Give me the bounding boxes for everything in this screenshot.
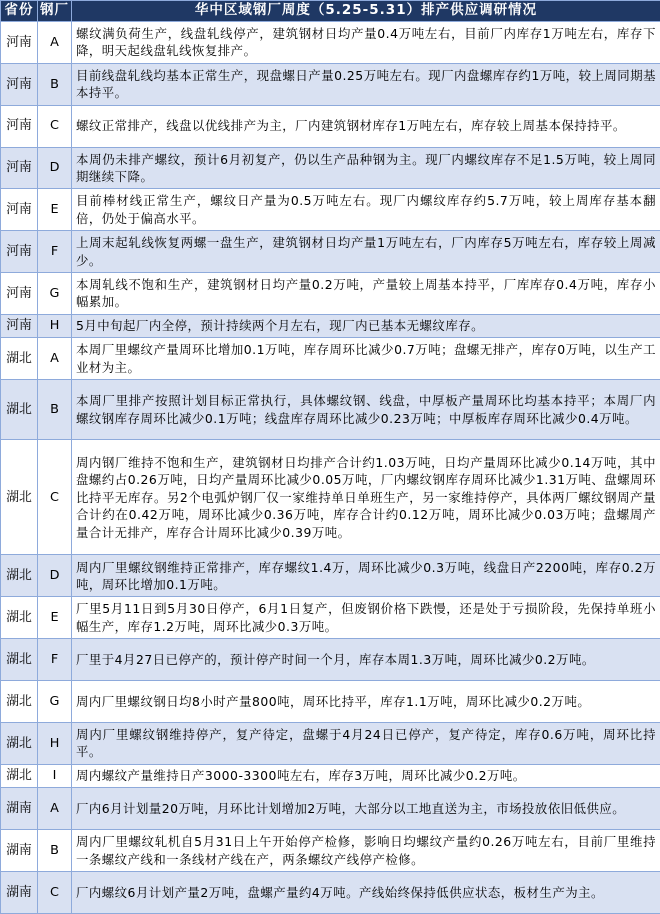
table-row <box>1 105 660 147</box>
table-row <box>1 22 660 64</box>
mill-cell: G <box>38 273 72 315</box>
province-cell: 河南 <box>1 22 38 64</box>
province-cell: 湖北 <box>1 764 38 788</box>
mill-cell: C <box>38 440 72 555</box>
mill-cell: C <box>38 871 72 913</box>
description-cell: 目前线盘轧线均基本正常生产，现盘螺日产量0.25万吨左右。现厂内盘螺库存约1万吨，较上周同期基本持平。 <box>72 63 660 105</box>
description-cell: 周内钢厂维持不饱和生产，建筑钢材日均排产合计约1.03万吨，日均产量周环比减少0.14万吨，其中盘螺约占0.26万吨，日均产量周环比减少0.05万吨，厂内螺纹钢库存周环比减少1.31万吨、盘螺周环比持平无库存。另2个电弧炉钢厂仅一家维持单日单班生产，另一家维持停产，具体两厂螺纹钢周产量合计约在0.42万吨，周环比减少0.36万吨，库存合计约0.12万吨，周环比减少0.03万吨；盘螺周产量合计无排产，库存合计周环比减少0.39万吨。 <box>72 440 660 555</box>
table-row <box>1 871 660 913</box>
description-cell: 厂里5月11日到5月30日停产，6月1日复产，但废钢价格下跌慢，还是处于亏损阶段，先保持单班小幅生产，库存1.2万吨，周环比减少0.3万吨。 <box>72 597 660 639</box>
table-row <box>1 722 660 764</box>
province-cell: 湖北 <box>1 338 38 380</box>
province-cell: 湖北 <box>1 380 38 440</box>
description-cell: 本周厂里排产按照计划目标正常执行，具体螺纹钢、线盘，中厚板产量周环比均基本持平；本周厂内螺纹钢库存周环比减少0.1万吨；线盘库存周环比减少0.23万吨；中厚板库存周环比减少0.4万吨。 <box>72 380 660 440</box>
mill-cell: D <box>38 555 72 597</box>
province-cell: 湖南 <box>1 871 38 913</box>
table-row <box>1 338 660 380</box>
province-cell: 湖北 <box>1 722 38 764</box>
mill-cell: B <box>38 63 72 105</box>
table-row <box>1 830 660 872</box>
table-row <box>1 63 660 105</box>
table-body <box>1 22 660 914</box>
province-cell: 湖北 <box>1 597 38 639</box>
table-row <box>1 147 660 189</box>
description-cell: 周内螺纹产量维持日产3000-3300吨左右，库存3万吨，周环比减少0.2万吨。 <box>72 764 660 788</box>
province-cell: 湖南 <box>1 788 38 830</box>
mill-cell: A <box>38 338 72 380</box>
province-cell: 河南 <box>1 147 38 189</box>
table-row <box>1 788 660 830</box>
mill-cell: I <box>38 764 72 788</box>
description-cell: 周内厂里螺纹轧机自5月31日上午开始停产检修，影响日均螺纹产量约0.26万吨左右，目前厂里维持一条螺纹产线和一条线材产线在产，两条螺纹产线停产检修。 <box>72 830 660 872</box>
table-row <box>1 314 660 338</box>
province-cell: 河南 <box>1 273 38 315</box>
mill-cell: B <box>38 380 72 440</box>
description-cell: 周内厂里螺纹钢日均8小时产量800吨，周环比持平，库存1.1万吨，周环比减少0.2万吨。 <box>72 681 660 723</box>
description-cell: 5月中旬起厂内全停，预计持续两个月左右，现厂内已基本无螺纹库存。 <box>72 314 660 338</box>
description-cell: 周内厂里螺纹钢维持停产，复产待定，盘螺于4月24日已停产，复产待定，库存0.6万吨，周环比持平。 <box>72 722 660 764</box>
mill-cell: F <box>38 639 72 681</box>
description-cell: 螺纹满负荷生产，线盘轧线停产，建筑钢材日均产量0.4万吨左右，目前厂内库存1万吨左右，库存下降，明天起线盘轧线恢复排产。 <box>72 22 660 64</box>
province-cell: 湖北 <box>1 440 38 555</box>
mill-cell: A <box>38 22 72 64</box>
header-mill: 钢厂 <box>38 1 72 22</box>
mill-cell: B <box>38 830 72 872</box>
mill-cell: E <box>38 597 72 639</box>
description-cell: 本周仍未排产螺纹，预计6月初复产，仍以生产品种钢为主。现厂内螺纹库存不足1.5万吨，较上周同期继续下降。 <box>72 147 660 189</box>
province-cell: 湖北 <box>1 555 38 597</box>
table-row <box>1 764 660 788</box>
table-row <box>1 597 660 639</box>
table-header-row <box>1 1 660 22</box>
description-cell: 厂内螺纹6月计划产量2万吨，盘螺产量约4万吨。产线始终保持低供应状态，板材生产为主。 <box>72 871 660 913</box>
description-cell: 目前棒材线正常生产，螺纹日产量为0.5万吨左右。现厂内螺纹库存约5.7万吨，较上周库存基本翻倍，仍处于偏高水平。 <box>72 189 660 231</box>
province-cell: 湖北 <box>1 681 38 723</box>
description-cell: 上周末起轧线恢复两螺一盘生产，建筑钢材日均产量1万吨左右，厂内库存5万吨左右，库存较上周减少。 <box>72 231 660 273</box>
header-province: 省份 <box>1 1 38 22</box>
table-row <box>1 380 660 440</box>
province-cell: 河南 <box>1 105 38 147</box>
province-cell: 湖南 <box>1 830 38 872</box>
table-row <box>1 555 660 597</box>
province-cell: 河南 <box>1 314 38 338</box>
mill-cell: D <box>38 147 72 189</box>
mill-cell: H <box>38 722 72 764</box>
province-cell: 河南 <box>1 63 38 105</box>
mill-cell: F <box>38 231 72 273</box>
table-row <box>1 440 660 555</box>
table-row <box>1 639 660 681</box>
description-cell: 厂里于4月27日已停产的，预计停产时间一个月，库存本周1.3万吨，周环比减少0.2万吨。 <box>72 639 660 681</box>
mill-cell: A <box>38 788 72 830</box>
mill-cell: C <box>38 105 72 147</box>
table-row <box>1 681 660 723</box>
table-row <box>1 273 660 315</box>
description-cell: 本周轧线不饱和生产，建筑钢材日均产量0.2万吨，产量较上周基本持平，厂库库存0.4万吨，库存小幅累加。 <box>72 273 660 315</box>
mill-cell: H <box>38 314 72 338</box>
description-cell: 周内厂里螺纹钢维持正常排产，库存螺纹1.4万，周环比减少0.3万吨，线盘日产2200吨，库存0.2万吨，周环比增加0.1万吨。 <box>72 555 660 597</box>
mill-cell: E <box>38 189 72 231</box>
description-cell: 本周厂里螺纹产量周环比增加0.1万吨，库存周环比减少0.7万吨；盘螺无排产，库存0万吨，以生产工业材为主。 <box>72 338 660 380</box>
table-row <box>1 231 660 273</box>
province-cell: 湖北 <box>1 639 38 681</box>
description-cell: 厂内6月计划量20万吨，月环比计划增加2万吨，大部分以工地直送为主，市场投放依旧低供应。 <box>72 788 660 830</box>
table-row <box>1 189 660 231</box>
province-cell: 河南 <box>1 189 38 231</box>
description-cell: 螺纹正常排产，线盘以优线排产为主，厂内建筑钢材库存1万吨左右，库存较上周基本保持持平。 <box>72 105 660 147</box>
header-title: 华中区域钢厂周度（5.25-5.31）排产供应调研情况 <box>72 1 660 22</box>
mill-cell: G <box>38 681 72 723</box>
province-cell: 河南 <box>1 231 38 273</box>
